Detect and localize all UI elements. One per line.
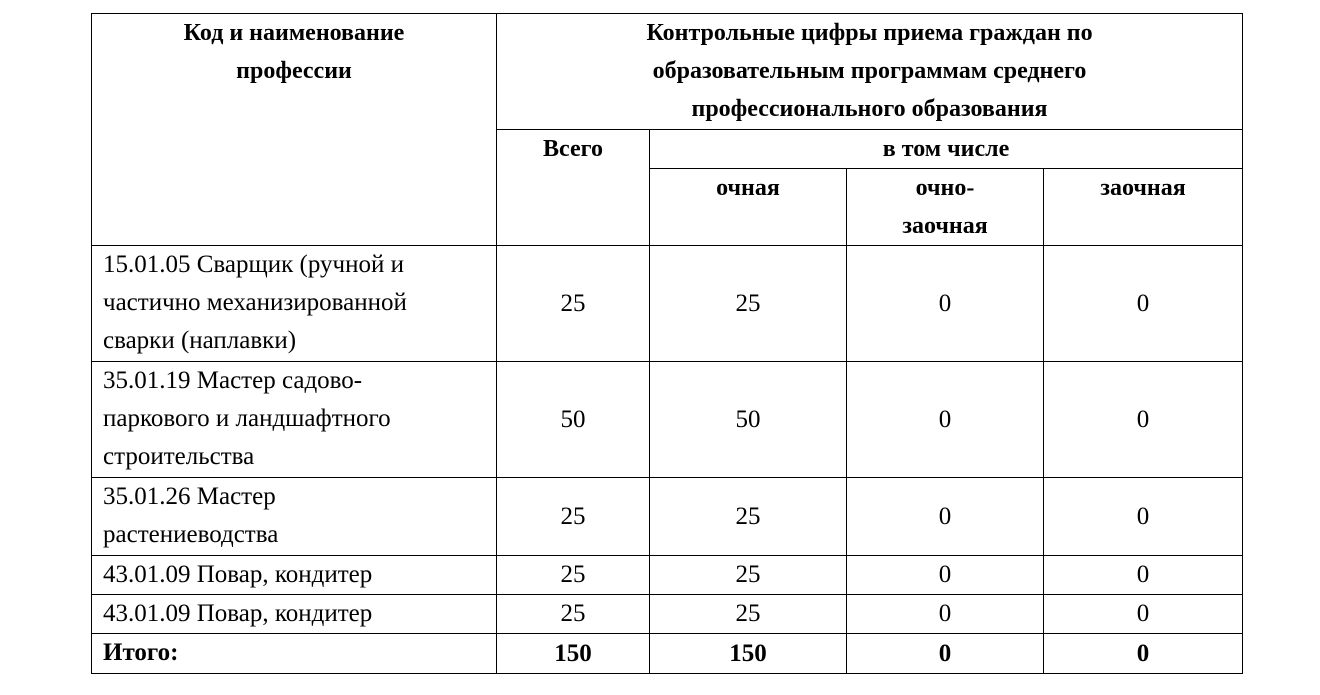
part-time-cell: 0 bbox=[847, 556, 1044, 595]
total-cell: 25 bbox=[497, 595, 650, 634]
profession-name: 43.01.09 Повар, кондитер bbox=[92, 595, 497, 634]
table-row bbox=[92, 246, 1243, 362]
header-including: в том числе bbox=[650, 130, 1243, 169]
correspondence-cell: 0 bbox=[1044, 478, 1243, 556]
total-cell: 25 bbox=[497, 246, 650, 362]
header-total: Всего bbox=[497, 130, 650, 246]
profession-name: 35.01.26 Мастер растениеводства bbox=[92, 478, 497, 556]
correspondence-cell: 0 bbox=[1044, 246, 1243, 362]
header-control-figures: Контрольные цифры приема граждан по образовательным программам среднего профессионального образования bbox=[497, 14, 1243, 130]
profession-name: 15.01.05 Сварщик (ручной и частично механизированной сварки (наплавки) bbox=[92, 246, 497, 362]
totals-full-time: 150 bbox=[650, 634, 847, 674]
header-full-time: очная bbox=[650, 169, 847, 246]
totals-total: 150 bbox=[497, 634, 650, 674]
totals-part-time: 0 bbox=[847, 634, 1044, 674]
totals-label: Итого: bbox=[92, 634, 497, 674]
total-cell: 50 bbox=[497, 362, 650, 478]
correspondence-cell: 0 bbox=[1044, 362, 1243, 478]
part-time-cell: 0 bbox=[847, 246, 1044, 362]
full-time-cell: 25 bbox=[650, 595, 847, 634]
table-row bbox=[92, 595, 1243, 634]
admission-quota-table bbox=[91, 13, 1243, 674]
profession-name: 35.01.19 Мастер садово- паркового и ландшафтного строительства bbox=[92, 362, 497, 478]
full-time-cell: 50 bbox=[650, 362, 847, 478]
full-time-cell: 25 bbox=[650, 478, 847, 556]
correspondence-cell: 0 bbox=[1044, 595, 1243, 634]
header-part-time: очно- заочная bbox=[847, 169, 1044, 246]
part-time-cell: 0 bbox=[847, 595, 1044, 634]
part-time-cell: 0 bbox=[847, 362, 1044, 478]
profession-name: 43.01.09 Повар, кондитер bbox=[92, 556, 497, 595]
correspondence-cell: 0 bbox=[1044, 556, 1243, 595]
totals-correspondence: 0 bbox=[1044, 634, 1243, 674]
total-cell: 25 bbox=[497, 478, 650, 556]
full-time-cell: 25 bbox=[650, 556, 847, 595]
part-time-cell: 0 bbox=[847, 478, 1044, 556]
totals-row bbox=[92, 634, 1243, 674]
header-correspondence: заочная bbox=[1044, 169, 1243, 246]
table-row bbox=[92, 478, 1243, 556]
full-time-cell: 25 bbox=[650, 246, 847, 362]
header-profession: Код и наименование профессии bbox=[92, 14, 497, 246]
total-cell: 25 bbox=[497, 556, 650, 595]
table-row bbox=[92, 556, 1243, 595]
table-row bbox=[92, 362, 1243, 478]
